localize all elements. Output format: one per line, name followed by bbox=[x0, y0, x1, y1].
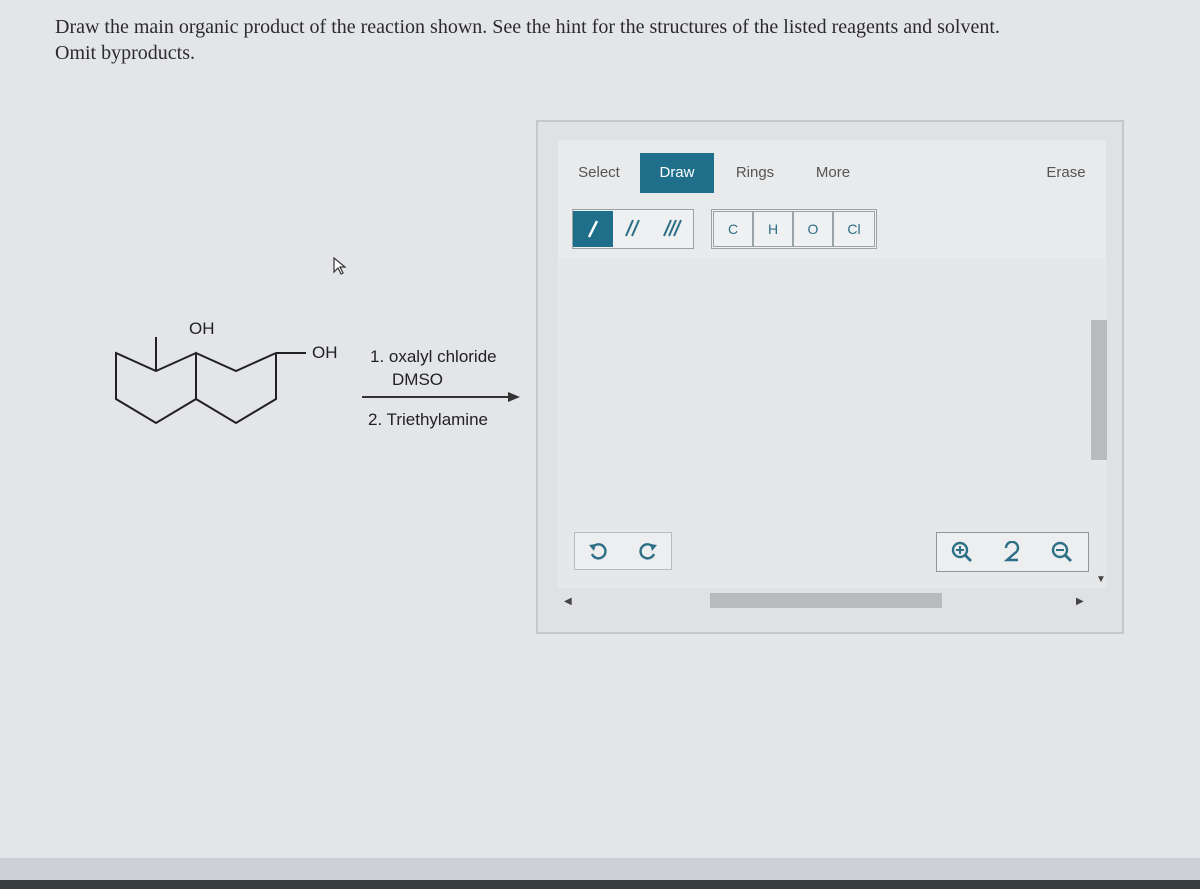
single-bond-button[interactable] bbox=[573, 211, 613, 247]
question-line-2: Omit byproducts. bbox=[55, 42, 195, 64]
reset-zoom-icon bbox=[1001, 541, 1023, 563]
atom-h-button[interactable]: H bbox=[753, 211, 793, 247]
zoom-in-button[interactable] bbox=[942, 534, 982, 570]
double-bond-icon bbox=[623, 218, 643, 238]
triple-bond-button[interactable] bbox=[653, 211, 693, 247]
tab-select[interactable]: Select bbox=[578, 164, 620, 181]
double-bond-button[interactable] bbox=[613, 211, 653, 247]
question-line-1: Draw the main organic product of the reaction shown. See the hint for the structures of the listed reagents and solvent. bbox=[55, 16, 1000, 38]
tab-erase[interactable]: Erase bbox=[1046, 164, 1086, 181]
reset-zoom-button[interactable] bbox=[992, 534, 1032, 570]
atom-cl-button[interactable]: Cl bbox=[833, 211, 875, 247]
right-ring-bond bbox=[196, 353, 276, 371]
horizontal-scrollbar-thumb[interactable] bbox=[710, 593, 942, 608]
scroll-left-arrow-icon[interactable]: ◀ bbox=[564, 596, 572, 607]
mouse-cursor-icon bbox=[332, 256, 348, 276]
screen-bottom-edge bbox=[0, 880, 1200, 889]
zoom-out-button[interactable] bbox=[1042, 534, 1082, 570]
atom-c-button[interactable]: C bbox=[713, 211, 753, 247]
triple-bond-icon bbox=[662, 218, 684, 238]
tab-rings[interactable]: Rings bbox=[735, 164, 775, 181]
reactant-structure bbox=[108, 315, 358, 455]
reagent-1-label: 1. oxalyl chloride bbox=[370, 347, 497, 366]
zoom-in-icon bbox=[951, 541, 973, 563]
vertical-scrollbar-thumb[interactable] bbox=[1091, 320, 1107, 460]
question-text bbox=[55, 14, 1105, 66]
redo-icon bbox=[638, 541, 658, 561]
ring-oh-label: OH bbox=[189, 319, 215, 338]
reaction-arrow-icon bbox=[362, 390, 522, 404]
scroll-right-arrow-icon[interactable]: ▶ bbox=[1076, 596, 1084, 607]
tab-draw[interactable]: Draw bbox=[640, 153, 714, 193]
undo-icon bbox=[588, 541, 608, 561]
undo-button[interactable] bbox=[578, 533, 618, 569]
reagent-2-label: 2. Triethylamine bbox=[368, 410, 488, 429]
redo-button[interactable] bbox=[628, 533, 668, 569]
atom-o-button[interactable]: O bbox=[793, 211, 833, 247]
scroll-down-arrow-icon[interactable]: ▼ bbox=[1096, 574, 1106, 585]
zoom-out-icon bbox=[1051, 541, 1073, 563]
right-ring-bond bbox=[196, 353, 276, 423]
single-bond-icon bbox=[585, 219, 601, 239]
reagent-1-solvent-label: DMSO bbox=[392, 370, 443, 389]
chain-oh-label: OH bbox=[312, 343, 338, 362]
tab-more[interactable]: More bbox=[815, 164, 851, 181]
